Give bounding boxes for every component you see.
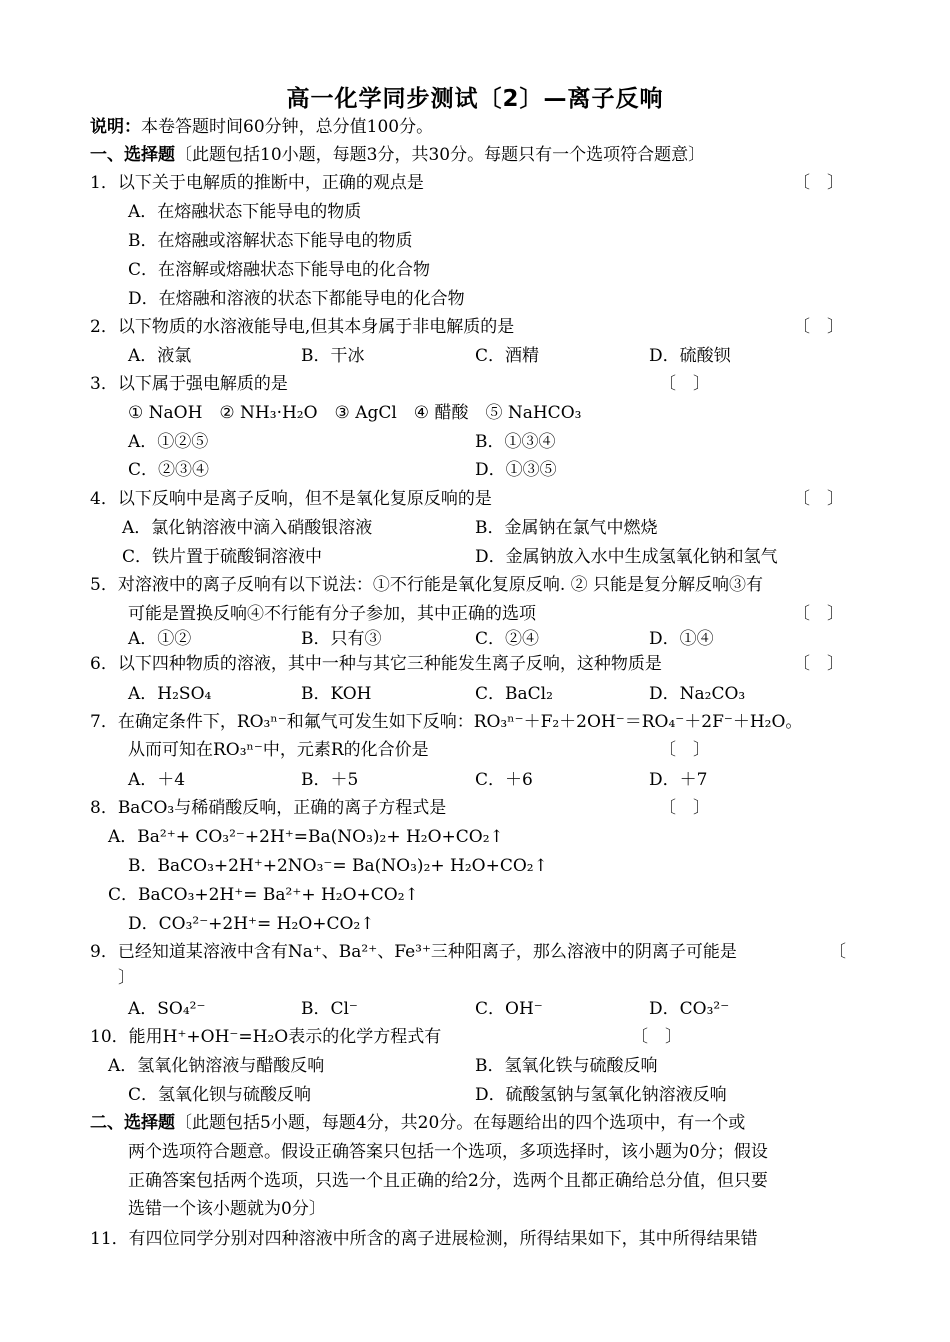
- section-2-label: 二、选择题: [90, 1113, 175, 1133]
- q1-stem: 1．以下关于电解质的推断中，正确的观点是: [90, 173, 424, 193]
- q1-option-a: A．在熔融状态下能导电的物质: [128, 202, 362, 222]
- q10-option-d: D．硫酸氢钠与氢氧化钠溶液反响: [475, 1085, 727, 1105]
- q10-option-c: C．氢氧化钡与硫酸反响: [128, 1085, 312, 1105]
- q6-option-b: B．KOH: [301, 684, 372, 704]
- q3-option-b: B．①③④: [475, 432, 556, 452]
- q4-option-c: C．铁片置于硫酸铜溶液中: [122, 547, 323, 567]
- q1-answer-bracket: 〔 〕: [793, 173, 844, 193]
- q4-option-a: A．氯化钠溶液中滴入硝酸银溶液: [122, 518, 373, 538]
- q4-option-b: B．金属钠在氯气中燃烧: [475, 518, 658, 538]
- q6-answer-bracket: 〔 〕: [793, 654, 844, 674]
- q6-option-c: C．BaCl₂: [475, 684, 553, 704]
- section-2-line-2: 两个选项符合题意。假设正确答案只包括一个选项，多项选择时，该小题为0分；假设: [128, 1142, 768, 1162]
- q2-answer-bracket: 〔 〕: [793, 317, 844, 337]
- q4-answer-bracket: 〔 〕: [793, 489, 844, 509]
- section-2-line-4: 选错一个该小题就为0分〕: [128, 1199, 326, 1219]
- q8-stem: 8．BaCO₃与稀硝酸反响，正确的离子方程式是: [90, 798, 447, 818]
- q1-option-c: C．在溶解或熔融状态下能导电的化合物: [128, 260, 431, 280]
- q9-option-a: A．SO₄²⁻: [128, 999, 206, 1019]
- q9-bracket-open: 〔: [829, 942, 846, 962]
- q5-option-a: A．①②: [128, 629, 192, 649]
- q5-answer-bracket: 〔 〕: [793, 604, 844, 624]
- q9-option-b: B．Cl⁻: [301, 999, 358, 1019]
- q5-option-b: B．只有③: [301, 629, 382, 649]
- q7-option-b: B．＋5: [301, 770, 359, 790]
- q7-option-d: D．＋7: [649, 770, 708, 790]
- q6-option-a: A．H₂SO₄: [128, 684, 212, 704]
- q9-option-c: C．OH⁻: [475, 999, 543, 1019]
- q8-option-d: D．CO₃²⁻+2H⁺= H₂O+CO₂↑: [128, 914, 375, 934]
- section-2-line-1: 〔此题包括5小题，每题4分，共20分。在每题给出的四个选项中，有一个或: [175, 1113, 746, 1133]
- q3-option-c: C．②③④: [128, 460, 210, 480]
- q11-stem: 11．有四位同学分别对四种溶液中所含的离子进展检测，所得结果如下，其中所得结果错: [90, 1229, 758, 1249]
- section-2-line-3: 正确答案包括两个选项，只选一个且正确的给2分，选两个且都正确给总分值，但只要: [128, 1171, 768, 1191]
- q7-stem-line-1: 7．在确定条件下，RO₃ⁿ⁻和氟气可发生如下反响：RO₃ⁿ⁻＋F₂＋2OH⁻＝RO₄⁻＋2F⁻＋H₂O。: [90, 712, 803, 732]
- q7-answer-bracket: 〔 〕: [659, 740, 710, 760]
- q8-option-c: C．BaCO₃+2H⁺= Ba²⁺+ H₂O+CO₂↑: [108, 885, 419, 905]
- q3-items: ① NaOH ② NH₃·H₂O ③ AgCl ④ 醋酸 ⑤ NaHCO₃: [128, 403, 582, 423]
- q6-option-d: D．Na₂CO₃: [649, 684, 746, 704]
- q2-stem: 2．以下物质的水溶液能导电,但其本身属于非电解质的是: [90, 317, 515, 337]
- q5-option-c: C．②④: [475, 629, 540, 649]
- q3-option-d: D．①③⑤: [475, 460, 557, 480]
- q2-option-a: A．液氯: [128, 346, 192, 366]
- q1-option-b: B．在熔融或溶解状态下能导电的物质: [128, 231, 413, 251]
- q2-option-b: B．干冰: [301, 346, 365, 366]
- instructions-text: 本卷答题时间60分钟，总分值100分。: [141, 117, 434, 137]
- q6-stem: 6．以下四种物质的溶液，其中一种与其它三种能发生离子反响，这种物质是: [90, 654, 662, 674]
- q10-answer-bracket: 〔 〕: [631, 1027, 682, 1047]
- q3-answer-bracket: 〔 〕: [659, 374, 710, 394]
- page-title: 高一化学同步测试〔2〕—离子反响: [286, 86, 664, 112]
- q5-stem-line-2: 可能是置换反响④不行能有分子参加，其中正确的选项: [128, 604, 536, 624]
- q9-bracket-close: 〕: [118, 968, 135, 988]
- instructions-label: 说明：: [90, 117, 141, 137]
- q5-stem-line-1: 5．对溶液中的离子反响有以下说法：①不行能是氧化复原反响. ② 只能是复分解反响③有: [90, 575, 764, 595]
- q4-stem: 4．以下反响中是离子反响，但不是氧化复原反响的是: [90, 489, 492, 509]
- section-1-text: 〔此题包括10小题，每题3分，共30分。每题只有一个选项符合题意〕: [175, 145, 706, 165]
- q9-stem: 9．已经知道某溶液中含有Na⁺、Ba²⁺、Fe³⁺三种阳离子，那么溶液中的阴离子可能是: [90, 942, 737, 962]
- q10-option-a: A．氢氧化钠溶液与醋酸反响: [108, 1056, 325, 1076]
- q3-option-a: A．①②⑤: [128, 432, 209, 452]
- q10-option-b: B．氢氧化铁与硫酸反响: [475, 1056, 658, 1076]
- section-1-header: [90, 142, 705, 168]
- q7-stem-line-2: 从而可知在RO₃ⁿ⁻中，元素R的化合价是: [128, 740, 429, 760]
- q8-option-a: A．Ba²⁺+ CO₃²⁻+2H⁺=Ba(NO₃)₂+ H₂O+CO₂↑: [108, 827, 504, 847]
- q1-option-d: D．在熔融和溶液的状态下都能导电的化合物: [128, 289, 465, 309]
- q5-option-d: D．①④: [649, 629, 714, 649]
- instructions: [90, 114, 433, 140]
- q2-option-d: D．硫酸钡: [649, 346, 731, 366]
- q8-answer-bracket: 〔 〕: [659, 798, 710, 818]
- q7-option-a: A．＋4: [128, 770, 186, 790]
- section-1-label: 一、选择题: [90, 145, 175, 165]
- q10-stem: 10．能用H⁺+OH⁻=H₂O表示的化学方程式有: [90, 1027, 442, 1047]
- section-2-header: [90, 1110, 745, 1136]
- q9-option-d: D．CO₃²⁻: [649, 999, 730, 1019]
- q8-option-b: B．BaCO₃+2H⁺+2NO₃⁻= Ba(NO₃)₂+ H₂O+CO₂↑: [128, 856, 548, 876]
- q4-option-d: D．金属钠放入水中生成氢氧化钠和氢气: [475, 547, 778, 567]
- q7-option-c: C．＋6: [475, 770, 533, 790]
- q3-stem: 3．以下属于强电解质的是: [90, 374, 288, 394]
- q2-option-c: C．酒精: [475, 346, 540, 366]
